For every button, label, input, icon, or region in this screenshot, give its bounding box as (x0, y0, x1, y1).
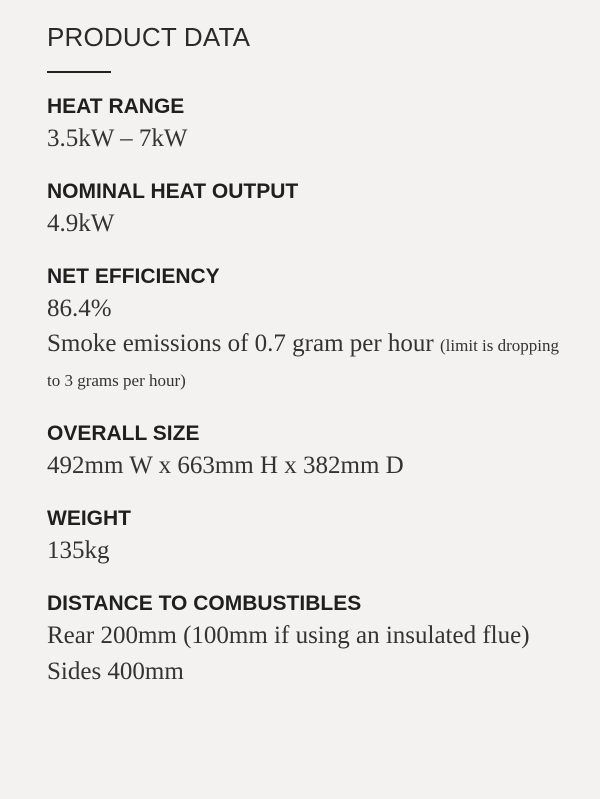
spec-label: OVERALL SIZE (47, 422, 200, 445)
spec-value: 135kg (47, 537, 110, 564)
title-divider (47, 71, 111, 73)
spec-label: HEAT RANGE (47, 95, 185, 118)
smoke-emissions-note: (limit is dropping to 3 grams per hour) (47, 336, 560, 390)
spec-nominal-heat-output (47, 179, 570, 240)
spec-value-sides: Sides 400mm (47, 658, 184, 685)
spec-label: NET EFFICIENCY (47, 265, 220, 288)
spec-distance-to-combustibles (47, 591, 570, 688)
spec-value: 86.4% (47, 295, 112, 322)
spec-label: NOMINAL HEAT OUTPUT (47, 180, 299, 203)
spec-value: 4.9kW (47, 210, 115, 237)
page-title: PRODUCT DATA (47, 22, 251, 52)
spec-net-efficiency (47, 264, 570, 397)
smoke-emissions-main: Smoke emissions of 0.7 gram per hour (47, 330, 441, 357)
spec-value: 492mm W x 663mm H x 382mm D (47, 452, 404, 479)
spec-value-rear: Rear 200mm (100mm if using an insulated flue) (47, 622, 530, 649)
spec-overall-size (47, 421, 570, 482)
spec-value: 3.5kW – 7kW (47, 125, 188, 152)
spec-heat-range (47, 94, 570, 155)
smoke-emissions-text (47, 327, 570, 397)
spec-label: WEIGHT (47, 507, 131, 530)
spec-label: DISTANCE TO COMBUSTIBLES (47, 592, 362, 615)
spec-weight (47, 506, 570, 567)
